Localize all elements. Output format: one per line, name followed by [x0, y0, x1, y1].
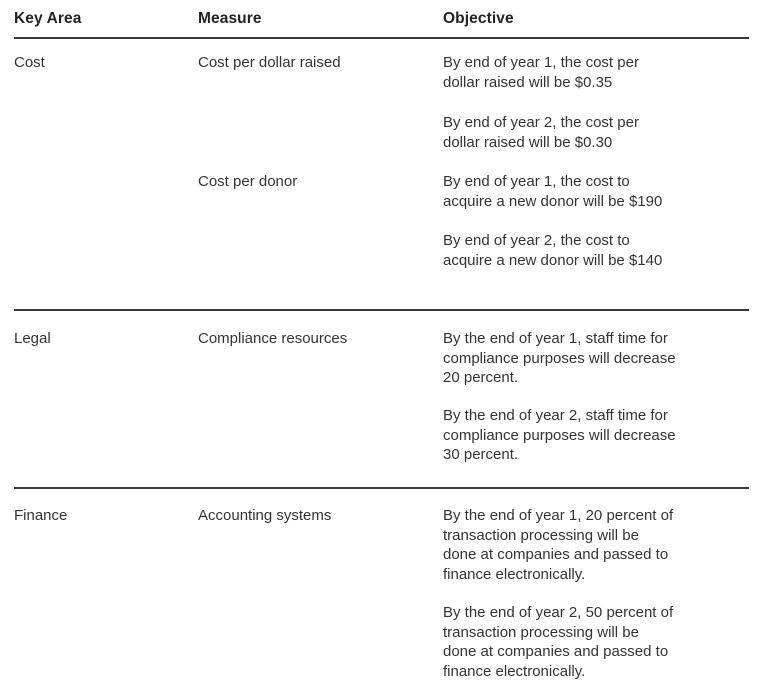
objective-accounting-y1: By the end of year 1, 20 percent of transaction processing will be done at companies and passed to finance electronically. [443, 507, 674, 583]
table-header [14, 0, 749, 39]
objective-cost-per-dollar-y2: By end of year 2, the cost per dollar raised will be $0.30 [443, 114, 639, 151]
section-legal [14, 311, 749, 489]
objective-cost-per-donor-y1: By end of year 1, the cost to acquire a new donor will be $190 [443, 173, 663, 210]
objective-compliance-y1: By the end of year 1, staff time for compliance purposes will decrease 20 percent. [443, 330, 676, 386]
measure-cost-per-donor: Cost per donor [198, 173, 298, 190]
measure-cost-per-dollar: Cost per dollar raised [198, 54, 341, 71]
section-finance [14, 489, 749, 694]
key-area-legal: Legal [14, 330, 51, 347]
objective-cost-per-dollar-y1: By end of year 1, the cost per dollar raised will be $0.35 [443, 54, 639, 91]
key-area-cost: Cost [14, 54, 45, 71]
objective-cost-per-donor-y2: By end of year 2, the cost to acquire a new donor will be $140 [443, 232, 663, 269]
header-key-area: Key Area [14, 10, 82, 27]
header-measure: Measure [198, 10, 262, 27]
section-cost [14, 39, 749, 311]
header-objective: Objective [443, 10, 514, 27]
measure-compliance-resources: Compliance resources [198, 330, 348, 347]
measure-accounting-systems: Accounting systems [198, 507, 332, 524]
objective-accounting-y2: By the end of year 2, 50 percent of transaction processing will be done at companies and passed to finance electronically. [443, 604, 674, 680]
objectives-table [14, 0, 749, 694]
objective-compliance-y2: By the end of year 2, staff time for compliance purposes will decrease 30 percent. [443, 407, 676, 463]
key-area-finance: Finance [14, 507, 68, 524]
